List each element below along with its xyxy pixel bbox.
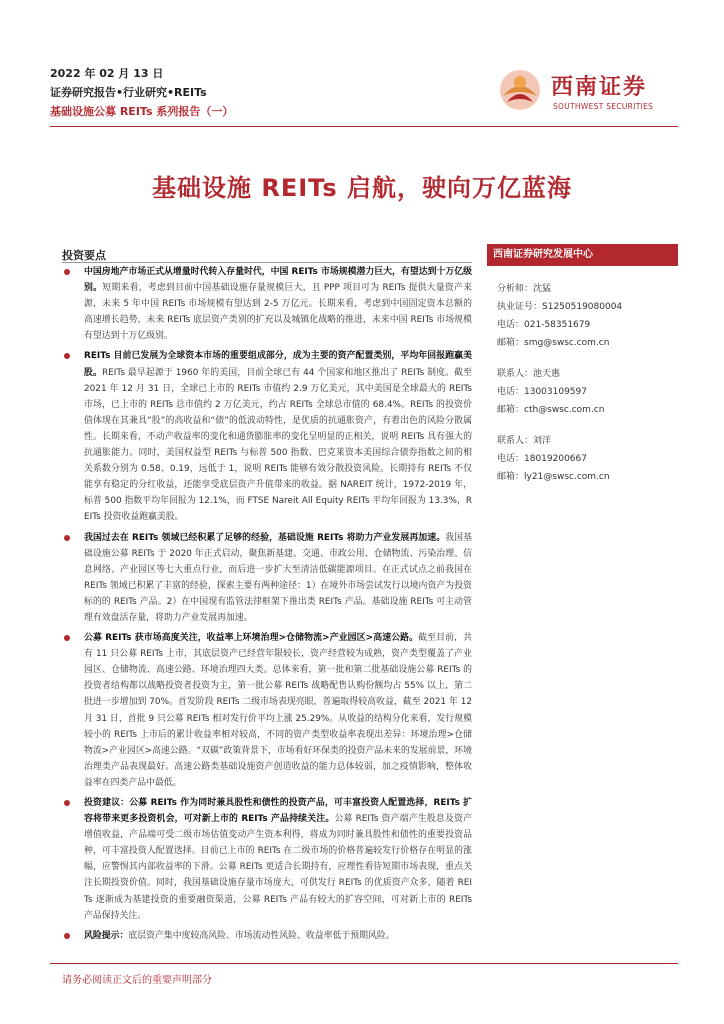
section-heading: 投资要点 xyxy=(62,249,106,262)
contact-line: 邮箱：smg@swsc.com.cn xyxy=(497,338,610,348)
bullet-icon xyxy=(64,353,70,359)
logo-english-name: SOUTHWEST SECURITIES xyxy=(553,102,654,111)
contact-line: 邮箱：ly21@swsc.com.cn xyxy=(497,472,610,482)
paragraph-lead: 风险提示： xyxy=(84,930,129,941)
footer-note: 请务必阅读正文后的重要声明部分 xyxy=(62,975,212,986)
bullet-icon xyxy=(64,800,70,806)
report-series: 基础设施公募 REITs 系列报告（一） xyxy=(50,105,234,118)
logo-mark-icon xyxy=(497,66,543,114)
investment-highlights xyxy=(62,264,472,948)
header-divider xyxy=(50,126,678,127)
report-header xyxy=(50,64,233,121)
footer-divider xyxy=(50,963,678,964)
highlight-paragraph xyxy=(62,264,472,344)
company-logo xyxy=(497,66,677,122)
contact-line: 分析师：沈猛 xyxy=(497,284,552,294)
report-date: 2022 年 02 月 13 日 xyxy=(50,67,164,80)
contact-line: 执业证号：S1250519080004 xyxy=(497,302,623,312)
bullet-icon xyxy=(64,635,70,641)
paragraph-body: 短期来看，考虑到目前中国基础设施存量规模巨大，且 PPP 项目可为 REITs 提供大量资产来源，未来 5 年中国 REITs 市场规模有望达到 2-5 万亿元。长期来看，考虑到中国固定资本总额的高速增长趋势，未来 REITs 底层资产类别的扩充以及城镇化战略的推进，未来中国 REITs 市场规模有望达到十万亿级别。 xyxy=(84,283,472,342)
report-category: 证券研究报告•行业研究•REITs xyxy=(50,86,207,99)
contact-line: 邮箱：cth@swsc.com.cn xyxy=(497,405,605,415)
section-divider xyxy=(62,262,472,263)
contact-line: 联系人：刘洋 xyxy=(497,436,552,446)
highlight-paragraph xyxy=(62,928,472,944)
paragraph-body: 我国基础设施公募 REITs 于 2020 年正式启动，聚焦新基建、交通、市政公用、仓储物流、污染治理、信息网络、产业园区等七大重点行业，而后进一步扩大至清洁低碳能源项目。在正式试点之前我国在 REITs 领域已积累了丰富的经验，探索主要有两种途径：1）在境外市场尝试发行以境内资产为投资标的的 REITs 产品。2）在中国现有监管法律框架下推出类 REITs 产品。基础设施 REITs 可主动管理有效盘活存量，将助力产业发展再加速。 xyxy=(84,532,472,623)
paragraph-lead: 公募 REITs 获市场高度关注，收益率上环境治理>仓储物流>产业园区>高速公路。 xyxy=(84,633,419,644)
contact-line: 电话：13003109597 xyxy=(497,387,587,397)
sidebar-contacts xyxy=(487,266,678,486)
highlight-paragraph xyxy=(62,630,472,791)
sidebar xyxy=(487,244,678,486)
highlight-paragraph xyxy=(62,530,472,627)
contact-line: 电话：18019200667 xyxy=(497,454,587,464)
paragraph-lead: REITs 目前已发展为全球资本市场的重要组成部分，成为主要的资产配置类别，平均年回报跑赢美股。 xyxy=(84,351,472,378)
bullet-icon xyxy=(64,933,70,939)
contact-line: 电话：021-58351679 xyxy=(497,320,591,330)
contact-line: 联系人：池天惠 xyxy=(497,369,561,379)
paragraph-body: 截至目前，共有 11 只公募 REITs 上市，其底层资产已经营年限较长，资产经营较为成熟，资产类型覆盖了产业园区、仓储物流、高速公路、环境治理四大类。总体来看，第一批和第二批基础设施公募 REITs 的投资者结构都以战略投资者投资为主，第一批公募 REITs 战略配售认购份额均占 55% 以上，第二批进一步增加到 70%。首发阶段 REITs 二级市场表现亮眼，普遍取得较高收益，截至 2021 年 12 月 31 日，首批 9 只公募 REITs 相对发行价平均上涨 25.29%。从收益的结构分化来看，发行规模较小的 REITs 上市后的累计收益率相对较高，不同的资产类型收益率表现出差异：环境治理>仓储物流>产业园区>高速公路。“双碳”政策背景下，市场看好环保类的投资产品未来的发展前景，环境治理类产品表现最好。高速公路类基础设施资产创造收益的能力总体较弱，加之疫情影响，整体收益率在四类产品中最低。 xyxy=(84,633,473,788)
paragraph-lead: 我国过去在 REITs 领域已经积累了足够的经验，基础设施 REITs 将助力产业发展再加速。 xyxy=(84,532,446,543)
paragraph-lead: 中国房地产市场正式从增量时代转入存量时代，中国 REITs 市场规模潜力巨大，有望达到十万亿级别。 xyxy=(84,267,472,294)
paragraph-body: 公募 REITs 资产端产生股息及资产增值收益，产品端可受二级市场估值变动产生资本利得，将成为同时兼具股性和债性的重要投资品种，可丰富投资人配置选择。目前已上市的 REITs 在二级市场的价格普遍较发行价格存在明显的涨幅，应警惕其内部收益率的下滑。公募 REITs 更适合长期持有，应理性看待短期市场表现，重点关注长期投资价值。同时，我国基础设施存量市场庞大，可供发行 REITs 的优质资产众多，随着 REITs 逐渐成为基建投资的重要融资渠道，公募 REITs 产品有较大的扩容空间，可对新上市的 REITs 产品保持关注。 xyxy=(84,814,472,921)
logo-name: 西南证券 xyxy=(551,74,648,100)
report-title: 基础设施 REITs 启航，驶向万亿蓝海 xyxy=(152,174,572,202)
highlight-paragraph xyxy=(62,348,472,525)
paragraph-body: REITs 最早起源于 1960 年的美国，目前全球已有 44 个国家和地区推出了 REITs 制度。截至 2021 年 12 月 31 日，全球已上市的 REITs 市值约 2.9 万亿美元，其中美国是全球最大的 REITs 市场，已上市的 REITs 总市值约 2 万亿美元，约占 REITs 全球总市值的 68.4%。REITs 的投资价值体现在其兼具“股”的高收益和“债”的低波动特性，是优质的抗通胀资产，有着出色的风险分散属性。长期来看，不动产收益率的变化和通货膨胀率的变化呈明显的正相关，说明 REITs 具有强大的抗通胀能力。同时，美国权益型 REITs 与标普 500 指数、巴克莱资本美国综合债券指数之间的相关系数分别为 0.58、0.19，远低于 1，说明 REITs 能够有效分散投资风险。长期持有 REITs 不仅能享有稳定的分红收益，还能享受底层资产升值带来的收益。据 NAREIT 统计，1972-2019 年，标普 500 指数平均年回报为 12.1%，而 FTSE Nareit All Equity REITs 平均年回报为 13.3%，REITs 投资收益跑赢美股。 xyxy=(84,367,472,523)
bullet-icon xyxy=(64,535,70,541)
bullet-icon xyxy=(64,269,70,275)
sidebar-heading: 西南证券研究发展中心 xyxy=(487,244,678,266)
paragraph-lead: 投资建议：公募 REITs 作为同时兼具股性和债性的投资产品，可丰富投资人配置选择，REITs 扩容将带来更多投资机会，可对新上市的 REITs 产品持续关注。 xyxy=(84,798,472,825)
paragraph-body: 底层资产集中度较高风险、市场流动性风险、收益率低于预期风险。 xyxy=(128,930,395,941)
highlight-paragraph xyxy=(62,795,472,924)
